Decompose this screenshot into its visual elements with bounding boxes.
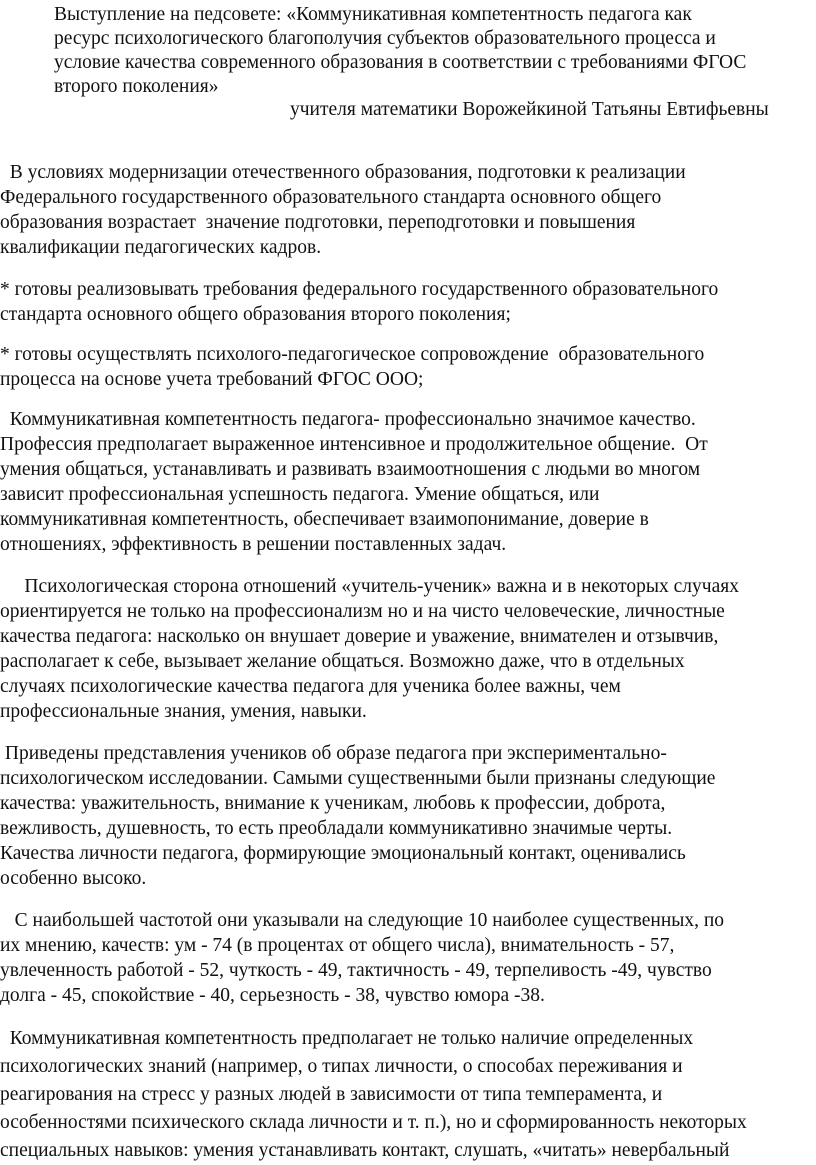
text-line: образования возрастает значение подготовки, переподготовки и повышения [0,212,636,233]
text-line: особенностями психического склада личности и т. п.), но и сформированность некоторых [0,1112,747,1133]
text-line: специальных навыков: умения устанавливать контакт, слушать, «читать» невербальный [0,1140,730,1161]
text-line: психологическом исследовании. Самыми существенными были признаны следующие [0,768,716,789]
title-line: условие качества современного образования в соответствии с требованиями ФГОС [54,52,747,73]
text-line: Профессия предполагает выраженное интенсивное и продолжительное общение. От [0,434,708,455]
text-line: качества педагога: насколько он внушает доверие и уважение, внимателен и отзывчив, [0,626,719,647]
paragraph-psychology [0,574,816,724]
text-line: коммуникативная компетентность, обеспечивает взаимопонимание, доверие в [0,509,649,530]
text-line: С наибольшей частотой они указывали на следующие 10 наиболее существенных, по [0,910,725,931]
text-line: увлеченность работой - 52, чуткость - 49, тактичность - 49, терпеливость -49, чувство [0,960,712,981]
paragraph-qualities [0,908,816,1008]
text-line: их мнению, качеств: ум - 74 (в процентах от общего числа), внимательность - 57, [0,935,675,956]
text-line: профессиональные знания, умения, навыки. [0,701,367,722]
paragraph-competence [0,407,816,557]
text-line: Коммуникативная компетентность педагога- профессионально значимое качество. [0,409,696,430]
text-line: стандарта основного общего образования второго поколения; [0,304,511,325]
text-line: ориентируется не только на профессионализм но и на чисто человеческие, личностные [0,601,725,622]
document-author: учителя математики Ворожейкиной Татьяны Евтифьевны [290,99,769,120]
paragraph-bullet-1 [0,277,816,327]
text-line: зависит профессиональная успешность педагога. Умение общаться, или [0,484,600,505]
text-line: Федерального государственного образовательного стандарта основного общего [0,187,662,208]
text-line: качества: уважительность, внимание к ученикам, любовь к профессии, доброта, [0,793,666,814]
text-line: Коммуникативная компетентность предполагает не только наличие определенных [0,1028,694,1049]
text-line: * готовы реализовывать требования федерального государственного образовательного [0,279,719,300]
document-body [0,160,816,1165]
text-line: квалификации педагогических кадров. [0,237,322,258]
document-title [54,3,816,99]
text-line: В условиях модернизации отечественного образования, подготовки к реализации [0,162,686,183]
text-line: Качества личности педагога, формирующие эмоциональный контакт, оценивались [0,843,686,864]
text-line: Приведены представления учеников об образе педагога при экспериментально- [0,743,667,764]
text-line: умения общаться, устанавливать и развивать взаимоотношения с людьми во многом [0,459,701,480]
title-line: ресурс психологического благополучия субъектов образовательного процесса и [54,28,716,49]
paragraph-bullet-2 [0,342,816,392]
text-line: отношениях, эффективность в решении поставленных задач. [0,534,507,555]
text-line: Психологическая сторона отношений «учитель-ученик» важна и в некоторых случаях [0,576,739,597]
text-line: реагирования на стресс у разных людей в зависимости от типа темперамента, и [0,1084,663,1105]
text-line: особенно высоко. [0,868,147,889]
text-line: процесса на основе учета требований ФГОС ООО; [0,369,424,390]
text-line: психологических знаний (например, о типах личности, о способах переживания и [0,1056,683,1077]
text-line: случаях психологические качества педагога для ученика более важны, чем [0,676,621,697]
title-line: Выступление на педсовете: «Коммуникативная компетентность педагога как [54,4,692,25]
paragraph-study [0,741,816,891]
text-line: вежливость, душевность, то есть преобладали коммуникативно значимые черты. [0,818,673,839]
title-line: второго поколения» [54,76,219,97]
paragraph-intro [0,160,816,260]
text-line: * готовы осуществлять психолого-педагогическое сопровождение образовательного [0,344,705,365]
text-line: долга - 45, спокойствие - 40, серьезность - 38, чувство юмора -38. [0,985,545,1006]
paragraph-skills [0,1025,816,1165]
text-line: располагает к себе, вызывает желание общаться. Возможно даже, что в отдельных [0,651,685,672]
